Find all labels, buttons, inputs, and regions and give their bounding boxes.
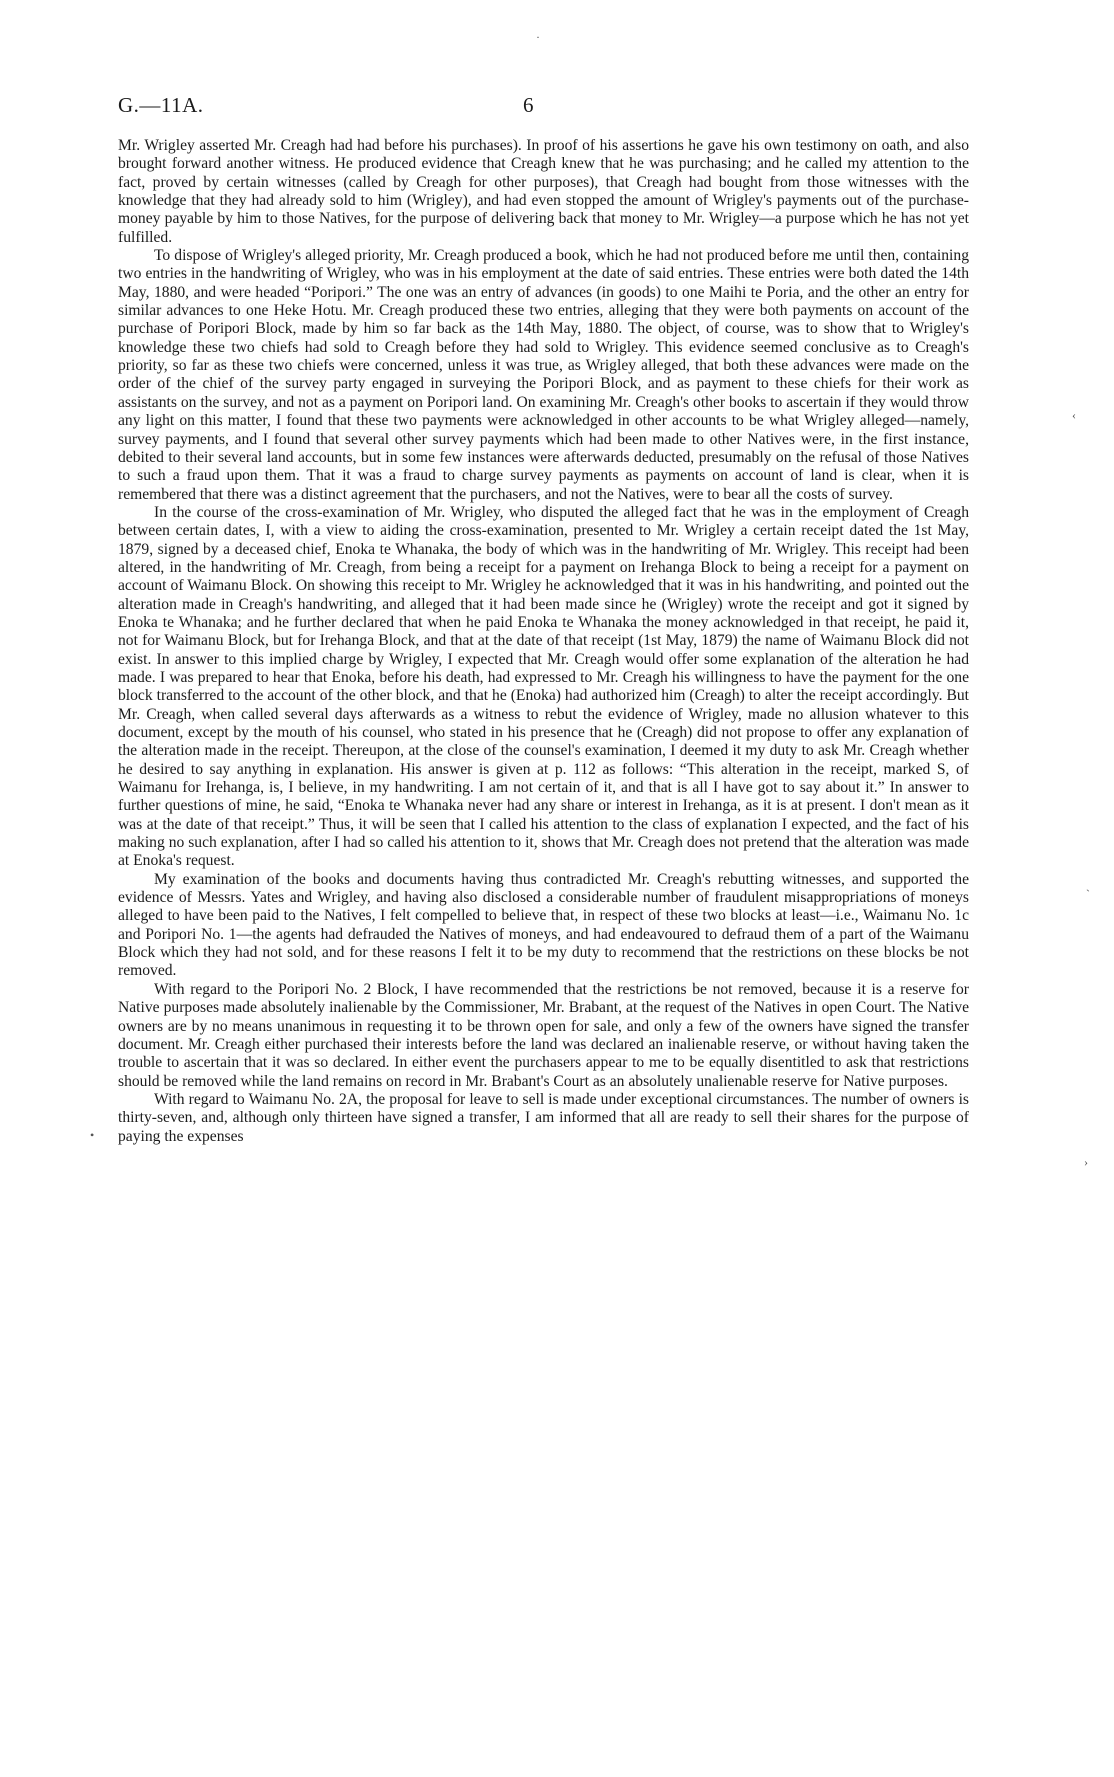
paragraph-4: My examination of the books and documents having thus contradicted Mr. Creagh's rebutting witnesses, and supported the evidence of Messrs. Yates and Wrigley, and having also disclosed a considerable number of fraudulent misappropriations of moneys alleged to have been paid to the Natives, I felt compelled to believe that, in respect of these two blocks at least—i.e., Waimanu No. 1c and Poripori No. 1—the agents had defrauded the Natives of moneys, and had endeavoured to defraud them of a part of the Waimanu Block which they had not sold, and for these reasons I felt it to be my duty to recommend that the restrictions on these blocks be not removed.	[118, 870, 969, 980]
body-text	[118, 137, 969, 1146]
page-number: 6	[523, 93, 534, 117]
scan-speck: ‹	[1072, 408, 1076, 422]
paragraph-6: With regard to Waimanu No. 2A, the proposal for leave to sell is made under exceptional circumstances. The number of owners is thirty-seven, and, although only thirteen have signed a transfer, I am informed that all are ready to sell their shares for the purpose of paying the expenses	[118, 1090, 969, 1145]
paragraph-3: In the course of the cross-examination of Mr. Wrigley, who disputed the alleged fact that he was in the employment of Creagh between certain dates, I, with a view to aiding the cross-examination, presented to Mr. Wrigley a certain receipt dated the 1st May, 1879, signed by a deceased chief, Enoka te Whanaka, the body of which was in the handwriting of Mr. Wrigley. This receipt had been altered, in the handwriting of Mr. Creagh, from being a receipt for a payment on Irehanga Block to being a receipt for a payment on account of Waimanu Block. On showing this receipt to Mr. Wrigley he acknowledged that it was in his handwriting, and pointed out the alteration made in Creagh's handwriting, and alleged that it had been made since he (Wrigley) wrote the receipt and got it signed by Enoka te Whanaka; and he further declared that when he paid Enoka te Whanaka the money acknowledged in that receipt, he paid it, not for Waimanu Block, but for Irehanga Block, and that at the date of that receipt (1st May, 1879) the name of Waimanu Block did not exist. In answer to this implied charge by Wrigley, I expected that Mr. Creagh would offer some explanation of the alteration he had made. I was prepared to hear that Enoka, before his death, had expressed to Mr. Creagh his willingness to have the payment for the one block transferred to the account of the other block, and that he (Enoka) had authorized him (Creagh) to alter the receipt accordingly. But Mr. Creagh, when called several days afterwards as a witness to rebut the evidence of Wrigley, made no allusion whatever to this document, except by the mouth of his counsel, who stated in his presence that he (Creagh) did not propose to offer any explanation of the alteration made in the receipt. Thereupon, at the close of the counsel's examination, I deemed it my duty to ask Mr. Creagh whether he desired to say anything in explanation. His answer is given at p. 112 as follows: “This alteration in the receipt, marked S, of Waimanu for Irehanga, is, I believe, in my handwriting. I am not certain of it, and that is all I have got to say about it.” In answer to further questions of mine, he said, “Enoka te Whanaka never had any share or interest in Irehanga, as it is at present. I don't mean as it was at the date of that receipt.” Thus, it will be seen that I called his attention to the class of explanation I expected, and the fact of his making no such explanation, after I had so called his attention to it, shows that Mr. Creagh does not pretend that the alteration was made at Enoka's request.	[118, 503, 969, 870]
paragraph-2: To dispose of Wrigley's alleged priority, Mr. Creagh produced a book, which he had not produced before me until then, containing two entries in the handwriting of Wrigley, who was in his employment at the date of said entries. These entries were both dated the 14th May, 1880, and were headed “Poripori.” The one was an entry of advances (in goods) to one Maihi te Poria, and the other an entry for similar advances to one Heke Hotu. Mr. Creagh produced these two entries, alleging that they were both payments on account of the purchase of Poripori Block, made by him so far back as the 14th May, 1880. The object, of course, was to show that to Wrigley's knowledge these two chiefs had sold to Creagh before they had sold to Wrigley. This evidence seemed conclusive as to Creagh's priority, so far as these two chiefs were concerned, unless it was true, as Wrigley alleged, that both these advances were made on the order of the chief of the survey party engaged in surveying the Poripori Block, and as payment to these chiefs for their work as assistants on the survey, and not as a payment on Poripori land. On examining Mr. Creagh's other books to ascertain if they would throw any light on this matter, I found that these two payments were acknowledged in other accounts to be what Wrigley alleged—namely, survey payments, and I found that several other survey payments which had been made to other Natives were, in the first instance, debited to their several land accounts, but in some few instances were afterwards deducted, presumably on the refusal of those Natives to such a fraud upon them. That it was a fraud to charge survey payments as payments on account of land is clear, when it is remembered that there was a distinct agreement that the purchasers, and not the Natives, were to bear all the costs of survey.	[118, 247, 969, 503]
scan-speck: ·	[536, 30, 540, 44]
running-header	[118, 93, 986, 123]
paragraph-5: With regard to the Poripori No. 2 Block, I have recommended that the restrictions be not removed, because it is a reserve for Native purposes made absolutely inalienable by the Commissioner, Mr. Brabant, at the request of the Natives in open Court. The Native owners are by no means unanimous in requesting it to be thrown open for sale, and only a few of the owners have signed the transfer document. Mr. Creagh either purchased their interests before the land was declared an inalienable reserve, or without having taken the trouble to ascertain that it was so declared. In either event the purchasers appear to me to be equally disentitled to ask that restrictions should be removed while the land remains on record in Mr. Brabant's Court as an absolutely unalienable reserve for Native purposes.	[118, 980, 969, 1090]
scan-speck: ˏ	[1086, 878, 1090, 892]
document-code: G.—11A.	[118, 93, 204, 117]
paragraph-1: Mr. Wrigley asserted Mr. Creagh had had before his purchases). In proof of his assertions he gave his own testimony on oath, and also brought forward another witness. He produced evidence that Creagh knew that he was purchasing; and he called my attention to the fact, proved by certain witnesses (called by Creagh for other purposes), that Creagh had bought from those witnesses with the knowledge that they had already sold to him (Wrigley), and had even stopped the amount of Wrigley's payments out of the purchase-money payable by him to those Natives, for the purpose of delivering back that money to Mr. Wrigley—a purpose which he has not yet fulfilled.	[118, 137, 969, 246]
scan-speck: •	[90, 1128, 95, 1142]
scan-speck: ›	[1084, 1155, 1088, 1169]
